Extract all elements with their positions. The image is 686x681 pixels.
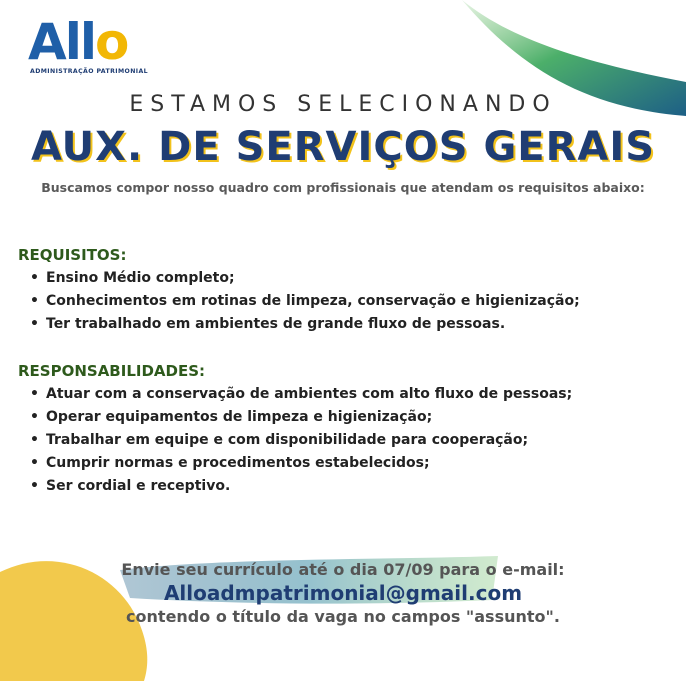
list-item: • Ensino Médio completo;	[30, 267, 668, 290]
requirements-title: REQUISITOS:	[18, 246, 127, 264]
job-title: AUX. DE SERVIÇOS GERAIS	[30, 124, 656, 170]
list-item: • Atuar com a conservação de ambientes com alto fluxo de pessoas;	[30, 383, 668, 406]
list-item: • Conhecimentos em rotinas de limpeza, conservação e higienização;	[30, 290, 668, 313]
contact-email[interactable]: Alloadmpatrimonial@gmail.com	[163, 581, 523, 605]
list-item: • Ser cordial e receptivo.	[30, 475, 668, 498]
headline: ESTAMOS SELECIONANDO	[129, 92, 557, 117]
brand-logo	[28, 14, 148, 76]
list-item: • Trabalhar em equipe e com disponibilidade para cooperação;	[30, 429, 668, 452]
list-item: • Operar equipamentos de limpeza e higienização;	[30, 406, 668, 429]
requirements-list	[18, 267, 668, 336]
responsibilities-section	[18, 362, 668, 498]
list-item: • Ter trabalhado em ambientes de grande fluxo de pessoas.	[30, 313, 668, 336]
footer-subject-note: contendo o título da vaga no campos "assunto".	[126, 607, 560, 626]
footer-instruction: Envie seu currículo até o dia 07/09 para o e-mail:	[121, 560, 565, 579]
responsibilities-title: RESPONSABILIDADES:	[18, 362, 206, 380]
list-item: • Cumprir normas e procedimentos estabelecidos;	[30, 452, 668, 475]
intro-text: Buscamos compor nosso quadro com profissionais que atendam os requisitos abaixo:	[41, 180, 645, 195]
logo-wordmark: Allo	[28, 13, 128, 71]
responsibilities-list	[18, 383, 668, 498]
logo-subtitle: ADMINISTRAÇÃO PATRIMONIAL	[30, 68, 149, 75]
footer-cta	[0, 560, 686, 626]
requirements-section	[18, 246, 668, 336]
